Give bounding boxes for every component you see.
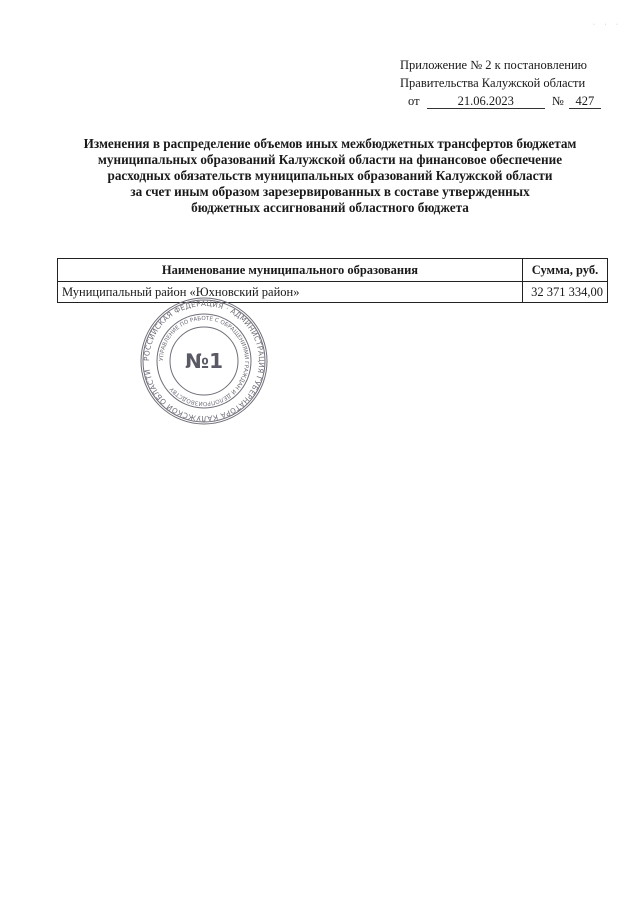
header-amount: Сумма, руб. <box>523 259 608 282</box>
stamp-number: №1 <box>185 349 223 373</box>
number-label: № <box>551 94 564 108</box>
annex-line-2: Правительства Калужской области <box>400 76 586 90</box>
from-label: от <box>408 94 420 108</box>
table-header-row <box>58 259 608 282</box>
title-line: муниципальных образований Калужской области на финансовое обеспечение <box>97 152 563 167</box>
document-title <box>50 136 610 216</box>
title-line: за счет иным образом зарезервированных в составе утвержденных <box>130 184 530 199</box>
annex-header <box>400 56 632 110</box>
title-line: бюджетных ассигнований областного бюджета <box>191 200 469 215</box>
municipality-name: Муниципальный район «Юхновский район» <box>58 282 523 303</box>
annex-date-line <box>400 92 632 110</box>
title-line: Изменения в распределение объемов иных межбюджетных трансфертов бюджетам <box>83 136 577 151</box>
amount-value: 32 371 334,00 <box>523 282 608 303</box>
stamp-outer-text: РОССИЙСКАЯ ФЕДЕРАЦИЯ · АДМИНИСТРАЦИЯ ГУБЕРНАТОРА КАЛУЖСКОЙ ОБЛАСТИ <box>141 298 267 424</box>
header-name: Наименование муниципального образования <box>58 259 523 282</box>
title-line: расходных обязательств муниципальных образований Калужской области <box>107 168 553 183</box>
stamp-inner-text: УПРАВЛЕНИЕ ПО РАБОТЕ С ОБРАЩЕНИЯМИ ГРАЖДАН И ДЕЛОПРОИЗВОДСТВУ <box>158 315 250 407</box>
official-stamp <box>139 296 269 426</box>
annex-line-1: Приложение № 2 к постановлению <box>400 58 587 72</box>
annex-number: 427 <box>569 94 601 109</box>
annex-date: 21.06.2023 <box>427 94 545 109</box>
scan-artifact: · · · <box>593 22 622 28</box>
